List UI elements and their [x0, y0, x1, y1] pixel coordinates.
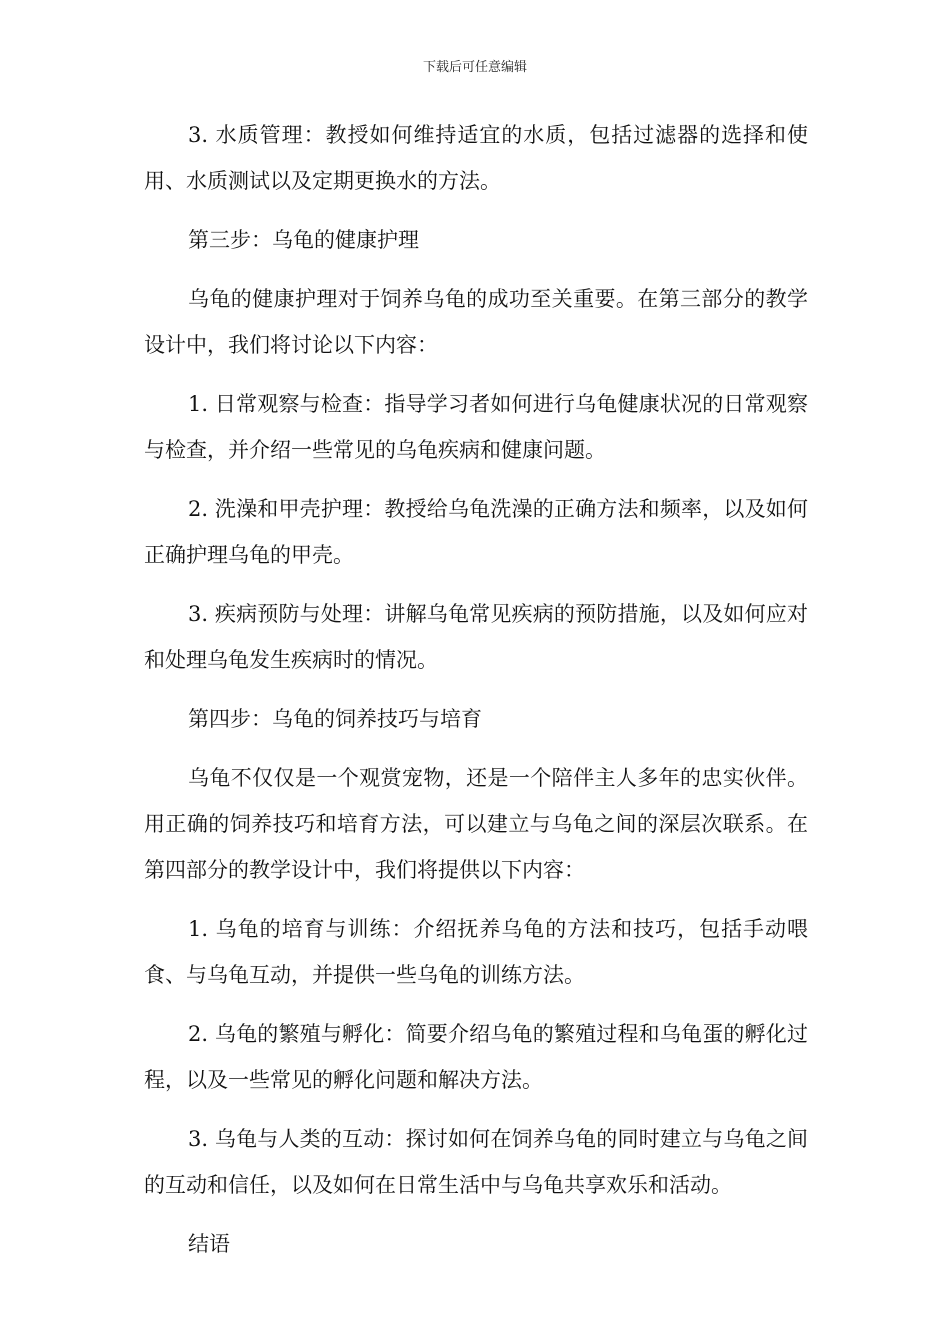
paragraph-water-quality: 3. 水质管理：教授如何维持适宜的水质，包括过滤器的选择和使用、水质测试以及定期更换水的方法。 [144, 123, 808, 193]
paragraph-daily-observation: 1. 日常观察与检查：指导学习者如何进行乌龟健康状况的日常观察与检查，并介绍一些常见的乌龟疾病和健康问题。 [144, 392, 808, 462]
section-heading-step-four: 第四步：乌龟的饲养技巧与培育 [188, 707, 482, 731]
page-header: 下载后可任意编辑 [422, 60, 527, 75]
paragraph-training: 1. 乌龟的培育与训练：介绍抚养乌龟的方法和技巧，包括手动喂食、与乌龟互动，并提供一些乌龟的训练方法。 [144, 917, 808, 987]
paragraph-human-interaction: 3. 乌龟与人类的互动：探讨如何在饲养乌龟的同时建立与乌龟之间的互动和信任，以及如何在日常生活中与乌龟共享欢乐和活动。 [144, 1127, 808, 1197]
paragraph-bathing-shell-care: 2. 洗澡和甲壳护理：教授给乌龟洗澡的正确方法和频率，以及如何正确护理乌龟的甲壳。 [144, 497, 808, 567]
section-heading-step-three: 第三步：乌龟的健康护理 [188, 228, 419, 252]
paragraph-disease-prevention: 3. 疾病预防与处理：讲解乌龟常见疾病的预防措施，以及如何应对和处理乌龟发生疾病时的情况。 [144, 602, 808, 672]
section-heading-conclusion: 结语 [188, 1232, 230, 1256]
paragraph-raising-intro: 乌龟不仅仅是一个观赏宠物，还是一个陪伴主人多年的忠实伙伴。用正确的饲养技巧和培育方法，可以建立与乌龟之间的深层次联系。在第四部分的教学设计中，我们将提供以下内容： [144, 766, 808, 882]
document-body [144, 112, 808, 1280]
paragraph-breeding: 2. 乌龟的繁殖与孵化：简要介绍乌龟的繁殖过程和乌龟蛋的孵化过程，以及一些常见的孵化问题和解决方法。 [144, 1022, 808, 1092]
paragraph-health-intro: 乌龟的健康护理对于饲养乌龟的成功至关重要。在第三部分的教学设计中，我们将讨论以下内容： [144, 287, 808, 357]
